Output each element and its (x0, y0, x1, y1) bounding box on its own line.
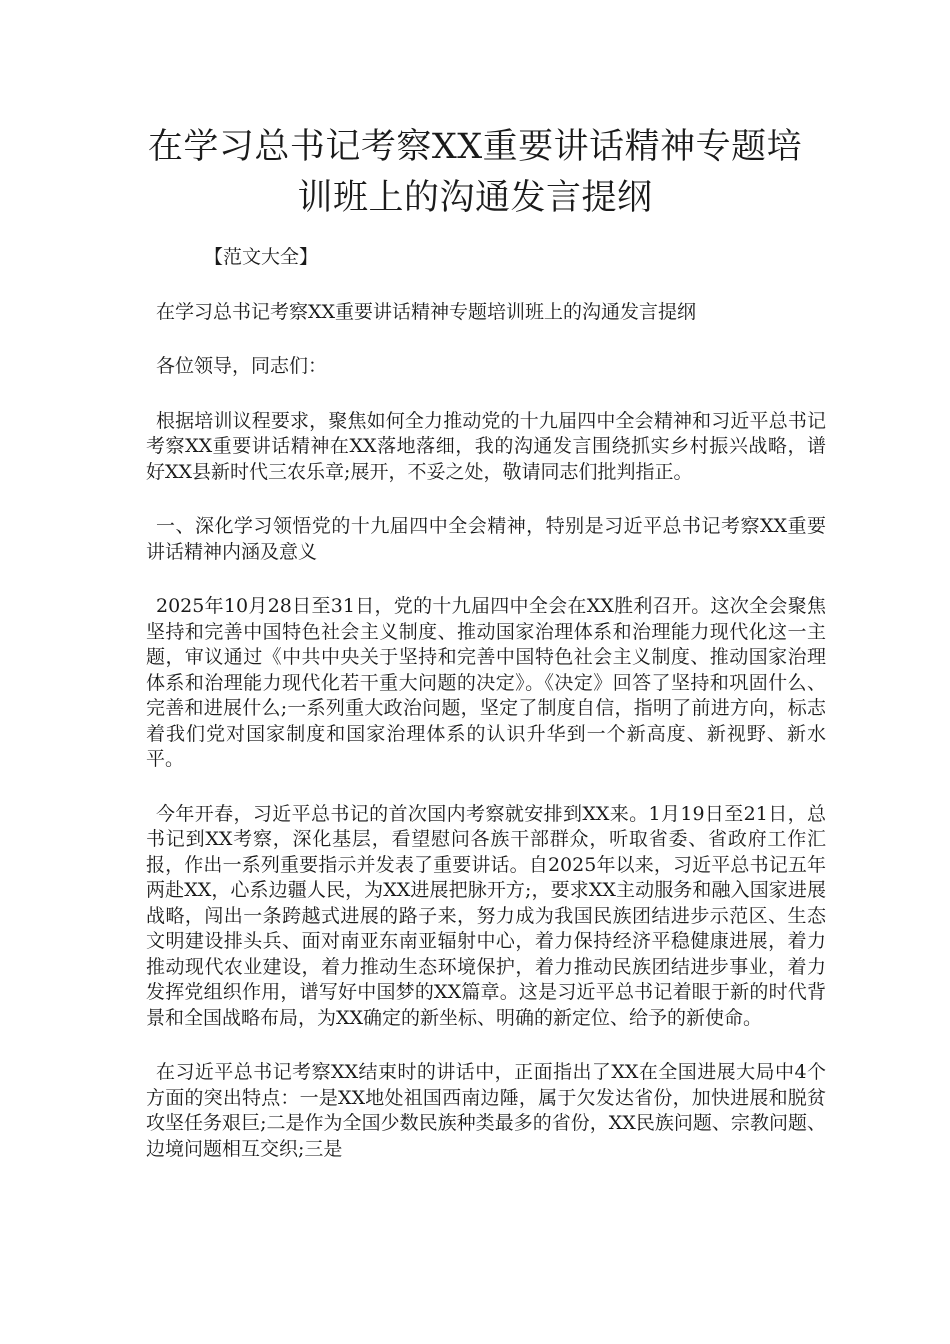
title-line-2: 训班上的沟通发言提纲 (297, 178, 653, 218)
document-body (146, 245, 826, 1191)
paragraph-plenum: 2025年10月28日至31日，党的十九届四中全会在XX胜利召开。这次全会聚焦坚持和完善中国特色社会主义制度、推动国家治理体系和治理能力现代化这一主题，审议通过《中共中央关于坚持和完善中国特色社会主义制度、推动国家治理体系和治理能力现代化若干重大问题的决定》。《决定》回答了坚持和巩固什么、完善和进展什么;一系列重大政治问题，坚定了制度自信，指明了前进方向，标志着我们党对国家制度和国家治理体系的认识升华到一个新高度、新视野、新水平。 (146, 595, 826, 770)
paragraph-intro: 根据培训议程要求，聚焦如何全力推动党的十九届四中全会精神和习近平总书记考察XX重要讲话精神在XX落地落细，我的沟通发言围绕抓实乡村振兴战略，谱好XX县新时代三农乐章;展开，不妥之处，敬请同志们批判指正。 (146, 409, 826, 483)
paragraph-features: 在习近平总书记考察XX结束时的讲话中，正面指出了XX在全国进展大局中4个方面的突出特点：一是XX地处祖国西南边陲，属于欠发达省份，加快进展和脱贫攻坚任务艰巨;二是作为全国少数民族种类最多的省份，XX民族问题、宗教问题、边境问题相互交织;三是 (146, 1061, 826, 1160)
paragraph-inspection: 今年开春，习近平总书记的首次国内考察就安排到XX来。1月19日至21日，总书记到XX考察，深化基层，看望慰问各族干部群众，听取省委、省政府工作汇报，作出一系列重要指示并发表了重要讲话。自2025年以来，习近平总书记五年两赴XX，心系边疆人民，为XX进展把脉开方;，要求XX主动服务和融入国家进展战略，闯出一条跨越式进展的路子来，努力成为我国民族团结进步示范区、生态文明建设排头兵、面对南亚东南亚辐射中心，着力保持经济平稳健康进展，着力推动现代农业建设，着力推动生态环境保护，着力推动民族团结进步事业，着力发挥党组织作用，谱写好中国梦的XX篇章。这是习近平总书记着眼于新的时代背景和全国战略布局，为XX确定的新坐标、明确的新定位、给予的新使命。 (146, 802, 826, 1029)
section-heading-1: 一、深化学习领悟党的十九届四中全会精神，特别是习近平总书记考察XX重要讲话精神内涵及意义 (146, 515, 826, 563)
greeting: 各位领导，同志们： (156, 355, 328, 377)
category-tag: 【范文大全】 (204, 246, 319, 268)
document-subtitle: 在学习总书记考察XX重要讲话精神专题培训班上的沟通发言提纲 (156, 300, 697, 323)
title-line-1: 在学习总书记考察XX重要讲话精神专题培 (147, 127, 803, 167)
document-title (110, 122, 840, 224)
